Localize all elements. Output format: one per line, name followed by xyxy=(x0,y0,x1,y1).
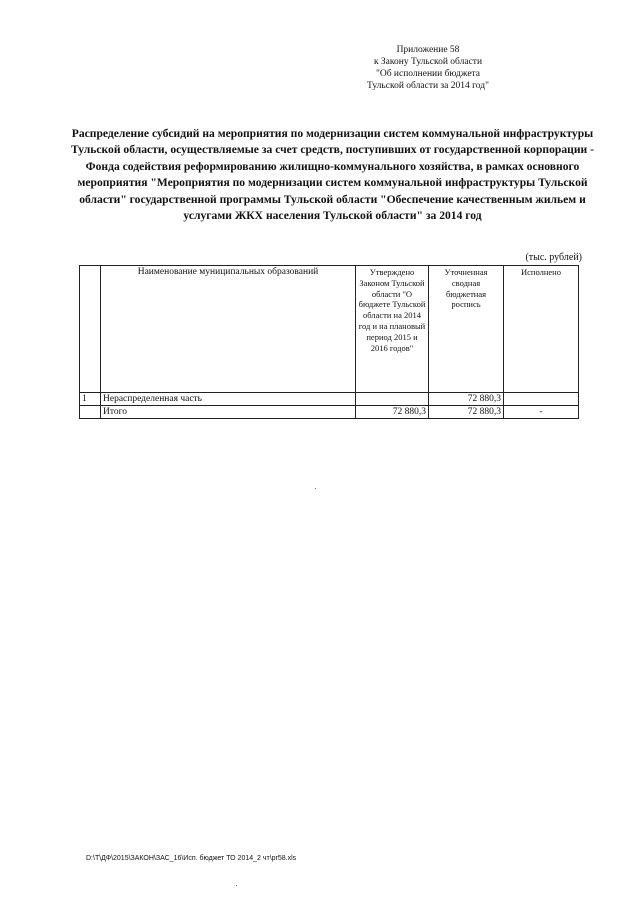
total-approved: 72 880,3 xyxy=(356,406,429,419)
subsidy-table xyxy=(79,265,579,419)
total-name: Итого xyxy=(101,406,356,419)
row-refined: 72 880,3 xyxy=(429,393,504,406)
appendix-line-3: "Об исполнении бюджета xyxy=(375,69,481,79)
header-executed: Исполнено xyxy=(504,266,579,393)
file-path-footer: D:\Т\ДФ\2015\ЗАКОН\ЗАС_16\Исп. бюджет ТО 2014_2 чт\pr58.xls xyxy=(86,855,297,862)
row-approved xyxy=(356,393,429,406)
header-approved: Утверждено Законом Тульской области "О бюджете Тульской области на 2014 год и на плановый период 2015 и 2016 годов" xyxy=(356,266,429,393)
header-number xyxy=(80,266,101,393)
total-executed: - xyxy=(504,406,579,419)
scan-speck xyxy=(315,488,316,489)
row-name: Нераспределенная часть xyxy=(101,393,356,406)
table-total-row xyxy=(80,406,579,419)
units-label: (тыс. рублей) xyxy=(525,252,582,263)
appendix-line-1: Приложение 58 xyxy=(396,45,460,55)
row-executed xyxy=(504,393,579,406)
scan-speck xyxy=(236,885,237,886)
table-row xyxy=(80,393,579,406)
header-municipality-name: Наименование муниципальных образований xyxy=(101,266,356,393)
appendix-line-2: к Закону Тульской области xyxy=(373,57,483,67)
appendix-line-4: Тульской области за 2014 год" xyxy=(367,81,489,91)
total-number xyxy=(80,406,101,419)
table-header-row xyxy=(80,266,579,393)
total-refined: 72 880,3 xyxy=(429,406,504,419)
document-title: Распределение субсидий на мероприятия по модернизации систем коммунальной инфраструктуры Тульской области, осуществляемые за счет средств, поступивших от государственной корпорации - Фонда содействия реформированию жилищно-коммунального хозяйства, в рамках основного мероприятия "Мероприятия по модернизации систем коммунальной инфраструктуры Тульской области" государственной программы Тульской области "Обеспечение качественным жильем и услугами ЖКХ населения Тульской области" за 2014 год xyxy=(71,127,594,223)
row-number: 1 xyxy=(80,393,101,406)
appendix-note xyxy=(318,44,538,92)
header-refined: Уточненная сводная бюджетная роспись xyxy=(429,266,504,393)
